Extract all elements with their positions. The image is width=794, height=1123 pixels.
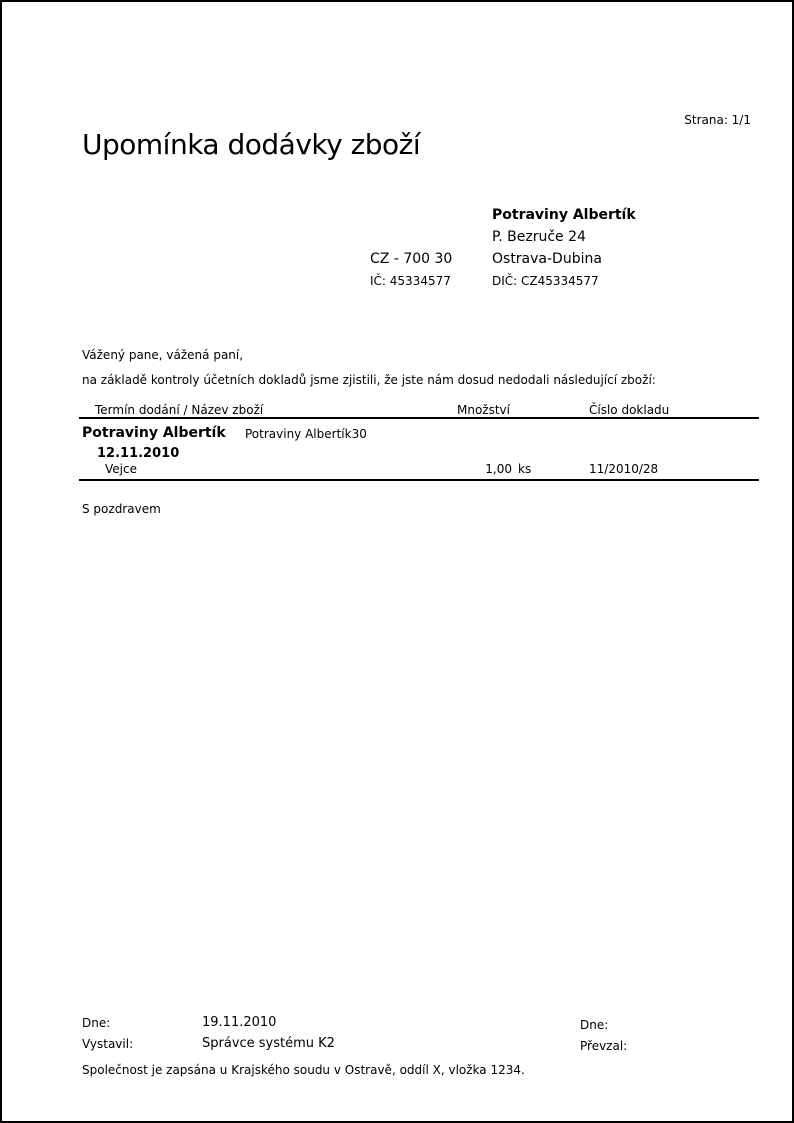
recipient-street: P. Bezruče 24	[492, 229, 586, 245]
table-header-rule	[79, 417, 759, 419]
salutation-text: Vážený pane, vážená paní,	[82, 348, 244, 362]
issue-date-value: 19.11.2010	[202, 1015, 277, 1030]
item-name: Vejce	[105, 462, 137, 476]
item-document: 11/2010/28	[589, 462, 659, 476]
table-bottom-rule	[79, 479, 759, 481]
table-supplier-name: Potraviny Albertík	[82, 425, 226, 441]
table-group-date: 12.11.2010	[97, 446, 180, 461]
legal-note: Společnost je zapsána u Krajského soudu v Ostravě, oddíl X, vložka 1234.	[82, 1063, 525, 1077]
column-header-document: Číslo dokladu	[589, 403, 670, 417]
receive-date-label: Dne:	[580, 1018, 609, 1032]
issuer-value: Správce systému K2	[202, 1036, 335, 1051]
recipient-city: Ostrava-Dubina	[492, 251, 602, 267]
document-title: Upomínka dodávky zboží	[82, 128, 421, 161]
intro-text: na základě kontroly účetních dokladů jsme zjistili, že jste nám dosud nedodali následující zboží:	[82, 373, 656, 387]
recipient-dic: DIČ: CZ45334577	[492, 274, 599, 288]
recipient-ic: IČ: 45334577	[370, 274, 451, 288]
item-quantity: 1,00	[485, 462, 512, 476]
column-header-quantity: Množství	[457, 403, 510, 417]
receiver-label: Převzal:	[580, 1039, 628, 1053]
recipient-postal-code: CZ - 700 30	[370, 251, 453, 267]
closing-text: S pozdravem	[82, 502, 161, 516]
item-unit: ks	[518, 462, 532, 476]
table-supplier-code: Potraviny Albertík30	[245, 427, 367, 441]
column-header-item: Termín dodání / Název zboží	[95, 403, 264, 417]
recipient-name: Potraviny Albertík	[492, 207, 636, 223]
issuer-label: Vystavil:	[82, 1037, 134, 1051]
page-number: Strana: 1/1	[684, 113, 751, 127]
issue-date-label: Dne:	[82, 1016, 111, 1030]
